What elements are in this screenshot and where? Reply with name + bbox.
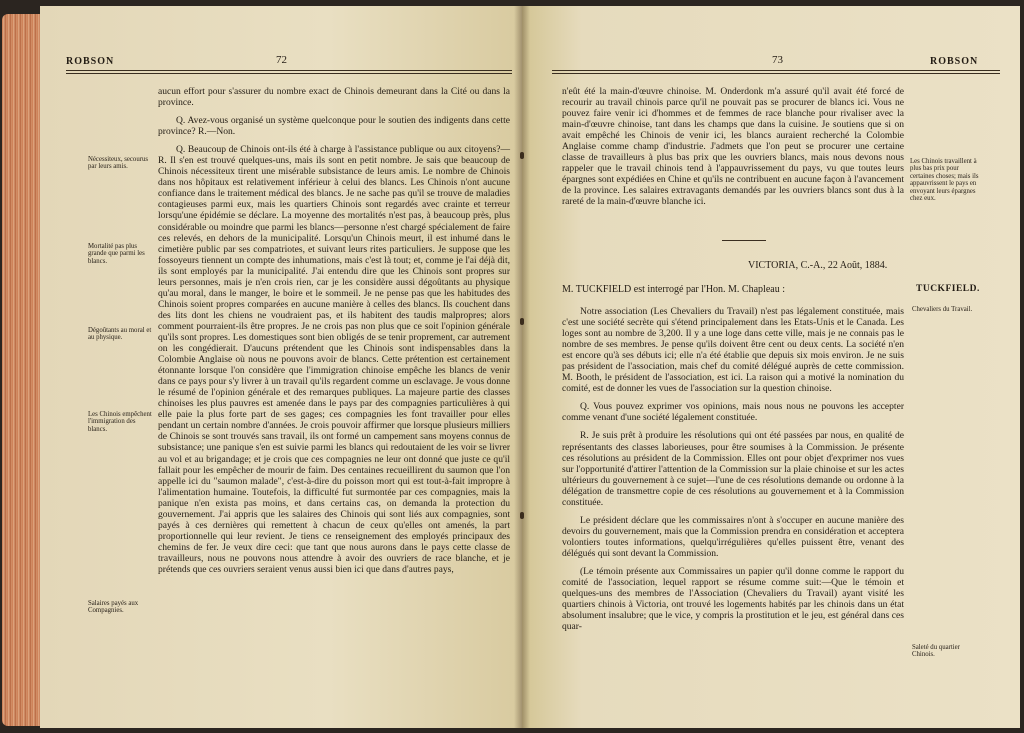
interrogation-line: M. TUCKFIELD est interrogé par l'Hon. M. Chapleau : [562,284,785,295]
left-page [40,6,522,728]
left-header-rule [66,70,512,71]
left-margin-note: Nécessiteux, secourus par leurs amis. [88,156,149,171]
book-gutter [514,6,530,728]
left-margin-note: Les Chinois empêchent l'immigration des blancs. [88,411,152,433]
left-margin-note: Salaires payés aux Compagnies. [88,600,139,615]
left-header-rule-2 [66,73,512,74]
paragraph: (Le témoin présente aux Commissaires un papier qu'il donne comme le rapport du comité de l'association, lequel rapport se résume comme suit:—Que le témoin et quelques-uns des membres de l'Association (Chevaliers du Travail) ayant visité les quartiers chinois à Victoria, ont trouvé les logements habités par les chinois dans un état absolument insalubre; que le vice, y compris la prostitution et le jeu, est général dans ces quar- [562,565,904,633]
binding-stitch [520,512,524,519]
right-margin-note: Saleté du quartier Chinois. [912,644,960,659]
witness-name: TUCKFIELD. [916,284,980,294]
section-divider [722,240,766,241]
right-margin-note: Chevaliers du Travail. [912,306,973,313]
paragraph: Le président déclare que les commissaires n'ont à s'occuper en aucune manière des devoirs du gouvernement, mais que la Commission prendra en considération et acceptera volontiers toutes informations, quelqu'irrégulières qu'elles puissent être, venant des délégués qui sont devant la Commission. [562,514,904,559]
left-body-text [158,86,510,582]
left-margin-note: Mortalité pas plus grande que parmi les blancs. [88,243,145,265]
binding-stitch [520,318,524,325]
paragraph: aucun effort pour s'assurer du nombre exact de Chinois demeurant dans la Cité ou dans la province. [158,86,510,109]
left-page-number: 72 [276,54,287,66]
right-body-text-top [562,86,904,215]
right-header-rule-2 [552,73,1000,74]
paragraph: n'eût été la main-d'œuvre chinoise. M. Onderdonk m'a assuré qu'il avait été forcé de recourir au travail chinois parce qu'il ne pouvait pas se procurer de blancs ici. Vous ne pouvez faire venir ici d'hommes et de femmes de race blanche pour rivaliser avec la main-d'œuvre chinoise, tant dans les champs que dans la cuisine. Je soutiens que si on avait empêché les Chinois de venir ici, les blancs auraient recherché la Colombie Anglaise comme champ d'industrie. J'admets que l'on peut se procurer une certaine classe de travailleurs à plus bas prix que les ouvriers blancs, mais nous devons nous rappeler que le travail chinois tend à l'appauvrissement du pays, vu que toutes leurs épargnes sont expédiées en Chine et qu'ils ne contribuent en aucune façon à l'avancement de la province. Les salaires extravagants demandés par les ouvriers blancs sont dus à la rareté de la main-d'œuvre blanche ici. [562,86,904,208]
left-margin-note: Dégoûtants au moral et au physique. [88,327,152,342]
right-body-text-bottom [562,306,904,639]
paragraph: Q. Vous pouvez exprimer vos opinions, mais nous nous ne pouvons les accepter comme venant d'une société légalement constituée. [562,401,904,424]
right-page-number: 73 [772,54,783,66]
right-page [522,6,1020,728]
paragraph: R. Je suis prêt à produire les résolutions qui ont été passées par nous, en qualité de représentants des classes laborieuses, pour être soumises à la Commission. Je présente ces résolutions au président de la Commission. Elles ont pour objet d'exprimer nos vues sur l'opportunité d'attirer l'attention de la Commission sur la plaie chinoise et sur les actes ultérieurs du gouvernement à ce sujet—l'une de ces résolutions demande ou ordonne à la délégation de transmettre copie de ces résolutions au gouvernement et à la Commission constituée. [562,430,904,508]
paragraph: Notre association (Les Chevaliers du Travail) n'est pas légalement constituée, mais c'est une société secrète qui s'étend principalement dans les Etats-Unis et le Canada. Les loges sont au nombre de 3,200. Il y a une loge dans cette ville, mais je ne connais pas le nombre de ses membres. Je pense qu'ils doivent être cent ou deux cents. La société n'en est encore qu'à ses débuts ici; elle n'a été établie que depuis six mois environ. Je ne suis pas président de l'association, mais chef du comité délégué auprès de cette commission. M. Booth, le président de l'association, est ici. La raison qui a motivé la nomination du comité, est de donner les vues de l'association sur la question chinoise. [562,306,904,395]
binding-stitch [520,152,524,159]
left-running-head: ROBSON [66,56,115,67]
right-running-head: ROBSON [930,56,979,67]
paragraph: Q. Avez-vous organisé un système quelconque pour le soutien des indigents dans cette province? R.—Non. [158,115,510,138]
right-margin-note: Les Chinois travaillent à plus bas prix pour certaines choses; mais ils appauvrissent le pays en envoyant leurs épargnes chez eux. [910,158,979,203]
paragraph: Q. Beaucoup de Chinois ont-ils été à charge à l'assistance publique ou aux citoyens?—R. Il s'en est trouvé quelques-uns, mais ils sont en petit nombre. Je sais que beaucoup de Chinois nécessiteux tirent une misérable subsistance de leurs amis. Le nombre de Chinois dans nos hôpitaux est relativement inférieur à celui des blancs. Les Chinois n'ont aucune confiance dans le traitement médical des blancs. Je ne sache pas qu'il se trouve de maladies contagieuses parmi eux, mais les quartiers Chinois sont regardés avec crainte et terreur lorsqu'une épidémie se déclare. La moyenne des mortalités n'est pas, à beaucoup près, plus considérable ou moindre que parmi les blancs—personne n'est chargé spécialement de faire ces relevés, en dehors de la municipalité. Lorsqu'un Chinois meurt, il est inhumé dans le cimetière public par ses compatriotes, et suivant leurs rites particuliers. Je suppose que les fossoyeurs tiennent un compte des inhumations, mais c'est là tout; et, comme je l'ai déjà dit, ils sont employés par la municipalité. J'ai entendu dire que les Chinois sont propres sur leurs personnes, mais je n'en crois rien, car je les considère aussi dégoûtants au physique qu'au moral, dans le manger, le boire et le sommeil. Je ne pense pas que les habitudes des Chinois soient propres comparées en aucune manière à celles des blancs. Ils couchent dans des lits dont les chiens ne voudraient pas, et ils habitent des taudis malpropres; alors comment pourraient-ils être propres. Je ne crois pas non plus que ce soit l'opinion générale qu'ils sont propres. Les domestiques sont bien obligés de se tenir proprement, car autrement on les congédierait. D'aucuns prétendent que les Chinois sont indispensables dans la Colombie Anglaise où nous ne pouvons avoir de blancs. Cette prétention est certainement étonnante lorsque l'on considère que l'immigration chinoise empêche les blancs de venir dans ce pays pour s'y livrer à un travail qu'ils regardent comme un esclavage. Je vous donne le résumé de l'opinion générale et des remarques publiques. La majeure partie des classes chinoises les plus pauvres est amenée dans le pays par des compagnies particulières à qui elle paie la plus forte part de ses gages; ces compagnies les font travailler pour elles pendant un certain nombre d'années. Je crois pouvoir affirmer que lorsque plusieurs milliers de Chinois se sont trouvés sans travail, ils ont formé un campement sans moyens connus de subsistance; une panique s'en est suivie parmi les blancs qui redoutaient de les voir se livrer au vol et au brigandage; et je crois que ces compagnies ne leur ont donné que juste ce qu'il fallait pour les empêcher de mourir de faim. Des centaines recueillirent du saumon que l'on appelle ici du "saumon malade", c'est-à-dire du poisson mort qui est tout-à-fait impropre à l'alimentation humaine. Toutefois, la difficulté fut surmontée par ces compagnies, mais la panique n'en exista pas moins, et dans certains cas, on demanda la protection du gouvernement. J'ai appris que les salaires des Chinois qui sont liés aux compagnies, sont payés à ces dernières qui remettent à chacun de ceux qu'elles ont amenés, la part proportionnelle qui leur revient. Je tiens ce renseignement des employés principaux des chemins de fer. Je veux dire ceci: que tant que nous aurons dans le pays cette classe de travailleurs, nous ne pouvons nous attendre à avoir des ouvriers de race blanche, et je prétends que ces ouvriers seraient venus aussi bien ici que dans d'autres pays, [158,144,510,575]
dateline: VICTORIA, C.-A., 22 Août, 1884. [748,260,888,271]
right-header-rule [552,70,1000,71]
